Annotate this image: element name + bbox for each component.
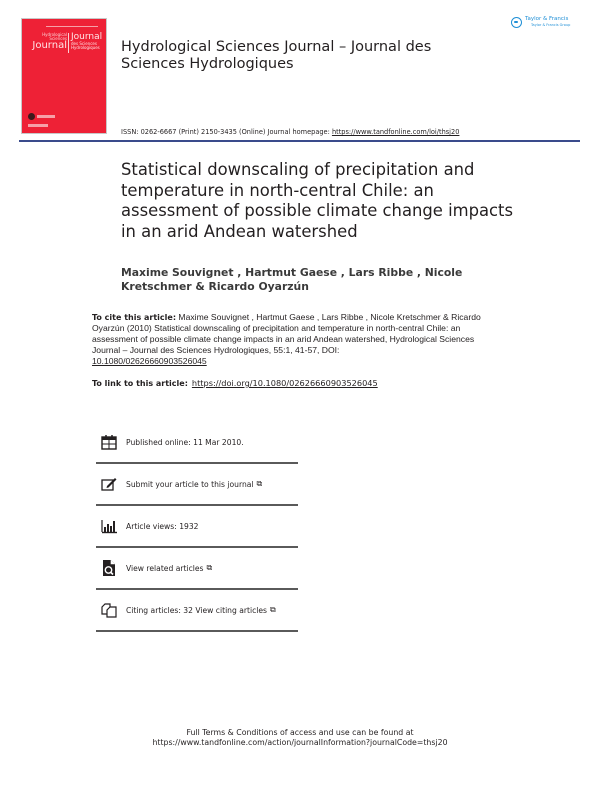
journal-homepage-link[interactable]: https://www.tandfonline.com/loi/thsj20: [331, 128, 460, 136]
cover-text: des Sciences: [71, 41, 97, 46]
edit-icon: [100, 475, 118, 493]
calendar-icon: [100, 433, 118, 451]
cover-text: Hydrological: [42, 32, 67, 37]
publisher-logo[interactable]: [511, 16, 570, 28]
external-link-icon: ⧉: [206, 563, 213, 572]
article-info-list: [96, 425, 298, 635]
link-label: To link to this article:: [92, 379, 188, 388]
divider: [96, 462, 298, 464]
divider: [96, 504, 298, 506]
article-views: Article views: 1932: [126, 521, 199, 531]
issn-text: ISSN: 0262-6667 (Print) 2150-3435 (Online) Journal homepage:: [121, 128, 332, 136]
terms-text: Full Terms & Conditions of access and use can be found at: [186, 728, 414, 737]
divider: [96, 630, 298, 632]
cover-publisher-logo-icon: [28, 113, 35, 120]
cover-title-left: [29, 33, 67, 51]
citation-block: [92, 312, 502, 367]
publisher-tagline: Taylor & Francis Group: [531, 23, 571, 27]
cover-text: Journal: [32, 40, 67, 51]
journal-title: Hydrological Sciences Journal – Journal des Sciences Hydrologiques: [121, 39, 432, 72]
citation-doi-link[interactable]: 10.1080/02626660903526045: [92, 356, 207, 366]
external-link-icon: ⧉: [270, 605, 276, 614]
cover-top-line: [46, 26, 98, 27]
cover-divider: [68, 33, 69, 53]
cover-text: Journal: [71, 32, 103, 42]
article-title: Statistical downscaling of precipitation and temperature in north-central Chile: an assessment of possible climate change impacts in an arid Andean watershed: [121, 160, 514, 241]
publisher-name: Taylor & Francis: [525, 16, 569, 22]
cover-text: Sciences: [49, 36, 67, 41]
cover-publisher-text: [37, 115, 55, 118]
citation-label: To cite this article:: [92, 313, 177, 322]
divider: [96, 546, 298, 548]
taylor-francis-logo-icon: [511, 17, 522, 28]
citing-icon: [100, 601, 118, 619]
journal-cover-image: [21, 18, 107, 134]
article-doi-link[interactable]: https://doi.org/10.1080/02626660903526045: [191, 378, 378, 388]
published-date: Published online: 11 Mar 2010.: [126, 437, 244, 447]
submit-article-link[interactable]: Submit your article to this journal: [126, 479, 254, 489]
header-rule: [19, 140, 580, 142]
info-item-published: [96, 425, 298, 459]
cover-text: Hydrologiques: [71, 45, 100, 50]
document-search-icon: [100, 559, 118, 577]
view-related-articles-link[interactable]: View related articles: [126, 563, 204, 573]
info-item-submit[interactable]: [96, 467, 298, 501]
info-item-related[interactable]: [96, 551, 298, 585]
info-item-views: [96, 509, 298, 543]
divider: [96, 588, 298, 590]
cover-title-right: [71, 33, 102, 50]
info-item-citing[interactable]: [96, 593, 298, 627]
article-link-line: [92, 378, 378, 388]
terms-footer: [0, 728, 600, 748]
issn-line: [121, 128, 459, 136]
publisher-logo-text: [525, 16, 570, 28]
terms-url-link[interactable]: https://www.tandfonline.com/action/journalInformation?journalCode=thsj20: [152, 738, 448, 747]
bar-chart-icon: [100, 517, 118, 535]
article-authors: Maxime Souvignet , Hartmut Gaese , Lars Ribbe , Nicole Kretschmer & Ricardo Oyarzún: [121, 266, 463, 293]
cover-footer-text: [28, 124, 48, 127]
view-citing-articles-link[interactable]: Citing articles: 32 View citing articles: [126, 605, 267, 615]
external-link-icon: ⧉: [256, 479, 263, 488]
citation-text: Maxime Souvignet , Hartmut Gaese , Lars Ribbe , Nicole Kretschmer & Ricardo Oyarzún (2010) Statistical downscaling of precipitation and temperature in north-central Chile: an assessment of possible climate change impacts in an arid Andean watershed, Hydrological Sciences Journal – Journal des Sciences Hydrologiques, 55:1, 41-57, DOI:: [92, 312, 481, 355]
